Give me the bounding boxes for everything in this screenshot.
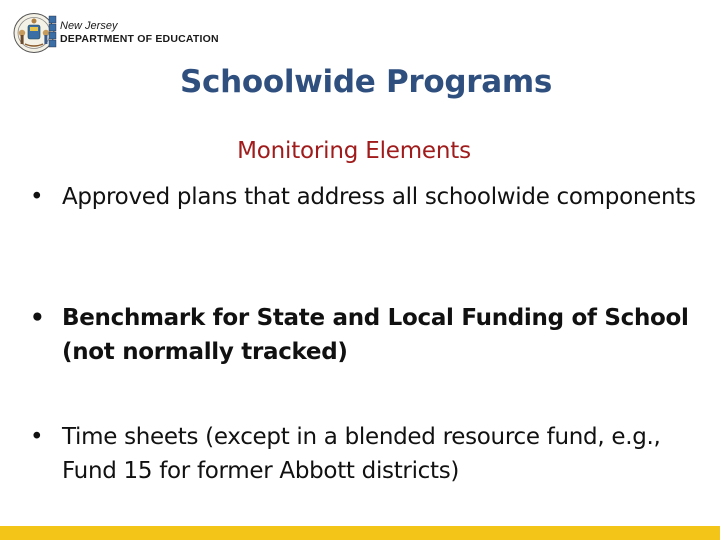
bullet-dot-icon: • <box>30 424 44 450</box>
org-department: DEPARTMENT OF EDUCATION <box>60 33 219 45</box>
bullet-text-2: Benchmark for State and Local Funding of School (not normally tracked) <box>62 305 689 365</box>
bullet-text-1: Approved plans that address all schoolwide components <box>62 184 696 210</box>
bullet-item-2 <box>28 301 708 369</box>
bullet-item-3 <box>28 420 708 488</box>
nj-state-seal-icon <box>12 12 58 54</box>
bullet-item-1 <box>28 180 708 214</box>
bottom-accent-bar <box>0 526 720 540</box>
slide-subtitle: Monitoring Elements <box>237 138 471 164</box>
org-name <box>60 20 219 46</box>
slide-title: Schoolwide Programs <box>179 64 553 100</box>
org-state: New Jersey <box>60 20 118 32</box>
bullet-dot-icon: • <box>30 305 45 331</box>
bullet-text-3: Time sheets (except in a blended resource fund, e.g., Fund 15 for former Abbott districts) <box>62 424 661 484</box>
bullet-dot-icon: • <box>30 184 44 210</box>
header <box>12 12 219 54</box>
